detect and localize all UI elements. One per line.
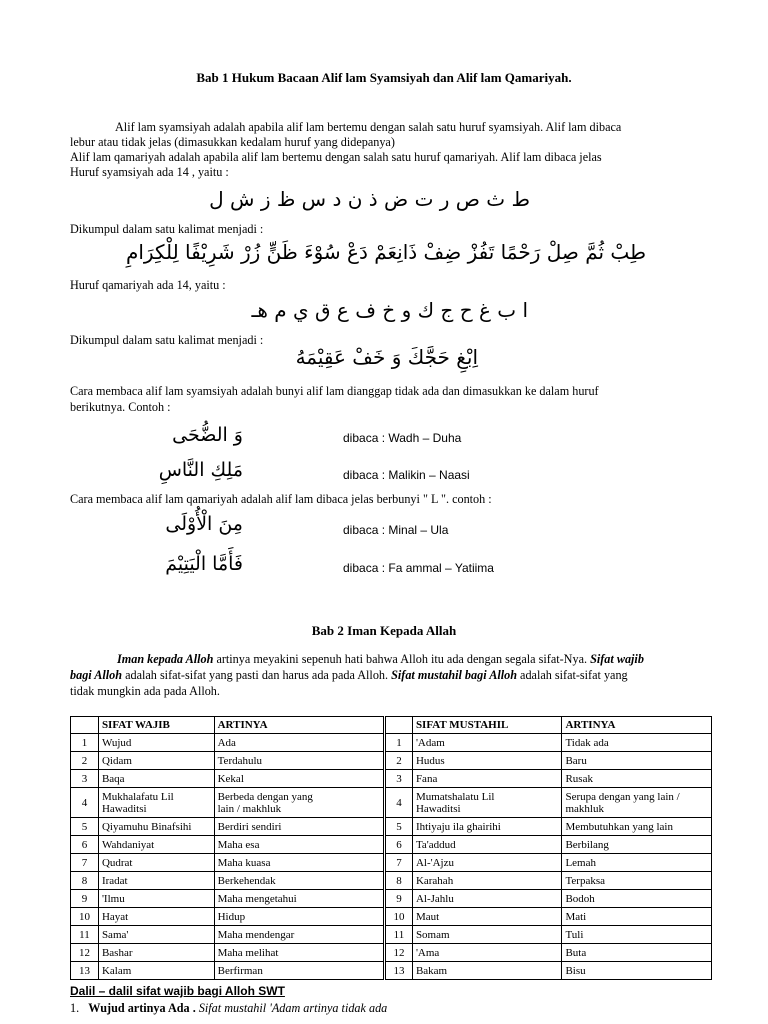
table-row	[386, 926, 712, 944]
table-cell: Mumatshalatu Lil Hawaditsi	[412, 788, 562, 818]
table-cell: Wahdaniyat	[98, 836, 214, 854]
table-row	[71, 908, 384, 926]
table-row	[386, 908, 712, 926]
table-cell: 12	[71, 944, 99, 962]
dalil-item-bold: Wujud artinya Ada .	[88, 1001, 196, 1015]
table-cell: Bashar	[98, 944, 214, 962]
table-row	[386, 854, 712, 872]
table-cell: 13	[386, 962, 413, 980]
example-reading: dibaca : Wadh – Duha	[343, 431, 462, 445]
dalil-item	[70, 1001, 387, 1016]
table-cell: Rusak	[562, 770, 712, 788]
table-cell: Berbeda dengan yang lain / makhluk	[214, 788, 383, 818]
table-cell: 6	[71, 836, 99, 854]
table-cell: 9	[71, 890, 99, 908]
table-cell: Hudus	[412, 752, 562, 770]
table-row	[386, 890, 712, 908]
table-cell: Maha melihat	[214, 944, 383, 962]
table-cell: 13	[71, 962, 99, 980]
table-row	[386, 836, 712, 854]
table-row	[386, 734, 712, 752]
example-arabic: وَ الضُّحَى	[172, 424, 243, 446]
table-row	[71, 788, 384, 818]
table-row	[71, 836, 384, 854]
table-cell: Lemah	[562, 854, 712, 872]
table-cell: 4	[386, 788, 413, 818]
table-row	[71, 734, 384, 752]
sifat-mustahil-table-body	[386, 717, 712, 980]
bab2-text: artinya meyakini sepenuh hati bahwa Alloh itu ada dengan segala sifat-Nya.	[213, 652, 591, 666]
bab1-paragraph-line: berikutnya. Contoh :	[70, 400, 171, 414]
sifat-wajib-table-body	[71, 717, 384, 980]
table-cell: Somam	[412, 926, 562, 944]
table-cell: 'Ilmu	[98, 890, 214, 908]
qamariyah-letters: ا ب غ ح ج ك و خ ف ع ق ي م هـ	[251, 298, 528, 322]
table-cell: Maha mengetahui	[214, 890, 383, 908]
table-cell: Ihtiyaju ila ghairihi	[412, 818, 562, 836]
example-reading: dibaca : Malikin – Naasi	[343, 468, 470, 482]
bab2-paragraph-line: tidak mungkin ada pada Alloh.	[70, 684, 220, 698]
bab1-paragraph-line: Huruf syamsiyah ada 14 , yaitu :	[70, 165, 229, 179]
table-row	[386, 944, 712, 962]
table-row	[386, 752, 712, 770]
table-cell: 8	[71, 872, 99, 890]
bab1-paragraph-line: Dikumpul dalam satu kalimat menjadi :	[70, 222, 264, 236]
table-cell: Maut	[412, 908, 562, 926]
table-cell: 7	[71, 854, 99, 872]
sifat-mustahil-table	[385, 716, 712, 980]
term-bagi-alloh: bagi Alloh	[70, 668, 123, 682]
table-cell: Qidam	[98, 752, 214, 770]
table-cell: 10	[386, 908, 413, 926]
table-cell: Bodoh	[562, 890, 712, 908]
dalil-item-number: 1.	[70, 1001, 80, 1015]
table-cell: Berdiri sendiri	[214, 818, 383, 836]
table-cell: Membutuhkan yang lain	[562, 818, 712, 836]
table-cell: Sama'	[98, 926, 214, 944]
table-cell: Serupa dengan yang lain / makhluk	[562, 788, 712, 818]
example-reading: dibaca : Minal – Ula	[343, 523, 449, 537]
table-cell: 'Ama	[412, 944, 562, 962]
sifat-wajib-table	[70, 716, 384, 980]
table-cell: Baqa	[98, 770, 214, 788]
example-reading: dibaca : Fa ammal – Yatiima	[343, 561, 494, 575]
bab1-paragraph-line: Dikumpul dalam satu kalimat menjadi :	[70, 333, 264, 347]
table-row	[71, 890, 384, 908]
table-cell: Maha esa	[214, 836, 383, 854]
table-cell: 1	[71, 734, 99, 752]
table-row	[71, 944, 384, 962]
term-sifat-wajib: Sifat wajib	[590, 652, 644, 666]
bab2-text: adalah sifat-sifat yang pasti dan harus ada pada Alloh.	[122, 668, 392, 682]
table-cell: Kalam	[98, 962, 214, 980]
table-cell: Terpaksa	[562, 872, 712, 890]
table-row	[71, 854, 384, 872]
table-cell: 2	[386, 752, 413, 770]
table-row	[386, 818, 712, 836]
table-cell: 7	[386, 854, 413, 872]
table-cell: Ta'addud	[412, 836, 562, 854]
bab2-paragraph-line	[70, 668, 628, 683]
table-row	[71, 818, 384, 836]
table-cell: 10	[71, 908, 99, 926]
table-cell: Ada	[214, 734, 383, 752]
table-cell: 8	[386, 872, 413, 890]
bab2-text: adalah sifat-sifat yang	[516, 668, 628, 682]
table-cell: Mukhalafatu Lil Hawaditsi	[98, 788, 214, 818]
table-header-cell	[386, 717, 413, 734]
table-cell: 9	[386, 890, 413, 908]
dalil-item-italic: Sifat mustahil 'Adam artinya tidak ada	[195, 1001, 388, 1015]
bab2-paragraph-line	[117, 652, 644, 667]
table-cell: Baru	[562, 752, 712, 770]
table-cell: 11	[386, 926, 413, 944]
table-cell: 5	[386, 818, 413, 836]
bab1-paragraph-line: Cara membaca alif lam syamsiyah adalah bunyi alif lam dianggap tidak ada dan dimasukkan ke dalam huruf	[70, 384, 599, 398]
table-cell: Mati	[562, 908, 712, 926]
table-cell: Berfirman	[214, 962, 383, 980]
bab1-paragraph-line: Alif lam syamsiyah adalah apabila alif lam bertemu dengan salah satu huruf syamsiyah. Alif lam dibaca	[115, 120, 622, 134]
table-header-cell: ARTINYA	[214, 717, 383, 734]
table-cell: 'Adam	[412, 734, 562, 752]
syamsiyah-sentence: طِبْ ثُمَّ صِلْ رَحْمًا تَفُزْ ضِفْ ذَانِعَمْ دَعْ سُوْءَ ظَنٍّ زُرْ شَرِيْفًا لِلْكِرَامِ	[125, 240, 646, 264]
table-cell: Tuli	[562, 926, 712, 944]
table-cell: Tidak ada	[562, 734, 712, 752]
term-iman: Iman kepada Alloh	[117, 652, 214, 666]
bab1-paragraph-line: lebur atau tidak jelas (dimasukkan kedalam huruf yang didepanya)	[70, 135, 395, 149]
table-row	[71, 770, 384, 788]
table-cell: Maha mendengar	[214, 926, 383, 944]
table-cell: Kekal	[214, 770, 383, 788]
table-row	[386, 788, 712, 818]
table-cell: Fana	[412, 770, 562, 788]
table-row	[71, 752, 384, 770]
qamariyah-sentence: اِبْغِ حَجَّكَ وَ خَفْ عَقِيْمَهُ	[295, 345, 478, 369]
table-header-cell: ARTINYA	[562, 717, 712, 734]
table-cell: Qiyamuhu Binafsihi	[98, 818, 214, 836]
table-header-cell: SIFAT WAJIB	[98, 717, 214, 734]
table-cell: Hidup	[214, 908, 383, 926]
table-header-cell: SIFAT MUSTAHIL	[412, 717, 562, 734]
table-cell: 4	[71, 788, 99, 818]
table-row	[386, 962, 712, 980]
table-cell: Wujud	[98, 734, 214, 752]
table-header-row	[386, 717, 712, 734]
table-cell: Berkehendak	[214, 872, 383, 890]
table-cell: Bakam	[412, 962, 562, 980]
table-cell: 12	[386, 944, 413, 962]
table-cell: Maha kuasa	[214, 854, 383, 872]
example-arabic: مِنَ الْأُوْلَى	[165, 513, 243, 535]
example-arabic: فَأَمَّا الْيَتِيْمَ	[165, 553, 243, 575]
bab2-title: Bab 2 Iman Kepada Allah	[311, 623, 457, 638]
table-row	[71, 962, 384, 980]
table-cell: Terdahulu	[214, 752, 383, 770]
table-cell: Iradat	[98, 872, 214, 890]
bab1-title: Bab 1 Hukum Bacaan Alif lam Syamsiyah dan Alif lam Qamariyah.	[196, 70, 572, 85]
table-cell: Hayat	[98, 908, 214, 926]
dalil-heading: Dalil – dalil sifat wajib bagi Alloh SWT	[70, 984, 285, 998]
table-header-row	[71, 717, 384, 734]
table-cell: Al-Jahlu	[412, 890, 562, 908]
table-cell: 2	[71, 752, 99, 770]
table-cell: Qudrat	[98, 854, 214, 872]
bab1-paragraph-line: Huruf qamariyah ada 14, yaitu :	[70, 278, 226, 292]
bab1-paragraph-line: Cara membaca alif lam qamariyah adalah alif lam dibaca jelas berbunyi " L ". contoh :	[70, 492, 492, 506]
table-row	[71, 872, 384, 890]
syamsiyah-letters: ط ث ص ر ت ض ذ ن د س ظ ز ش ل	[209, 187, 530, 211]
table-cell: 3	[71, 770, 99, 788]
table-cell: 3	[386, 770, 413, 788]
example-arabic: مَلِكِ النَّاسِ	[158, 459, 243, 481]
table-header-cell	[71, 717, 99, 734]
table-cell: Berbilang	[562, 836, 712, 854]
table-cell: Buta	[562, 944, 712, 962]
table-cell: 11	[71, 926, 99, 944]
table-row	[386, 872, 712, 890]
table-row	[386, 770, 712, 788]
table-cell: 6	[386, 836, 413, 854]
table-cell: 5	[71, 818, 99, 836]
table-cell: Bisu	[562, 962, 712, 980]
table-row	[71, 926, 384, 944]
term-sifat-mustahil: Sifat mustahil bagi Alloh	[391, 668, 517, 682]
bab1-paragraph-line: Alif lam qamariyah adalah apabila alif lam bertemu dengan salah satu huruf qamariyah. Alif lam dibaca jelas	[70, 150, 602, 164]
table-cell: 1	[386, 734, 413, 752]
table-cell: Karahah	[412, 872, 562, 890]
table-cell: Al-'Ajzu	[412, 854, 562, 872]
